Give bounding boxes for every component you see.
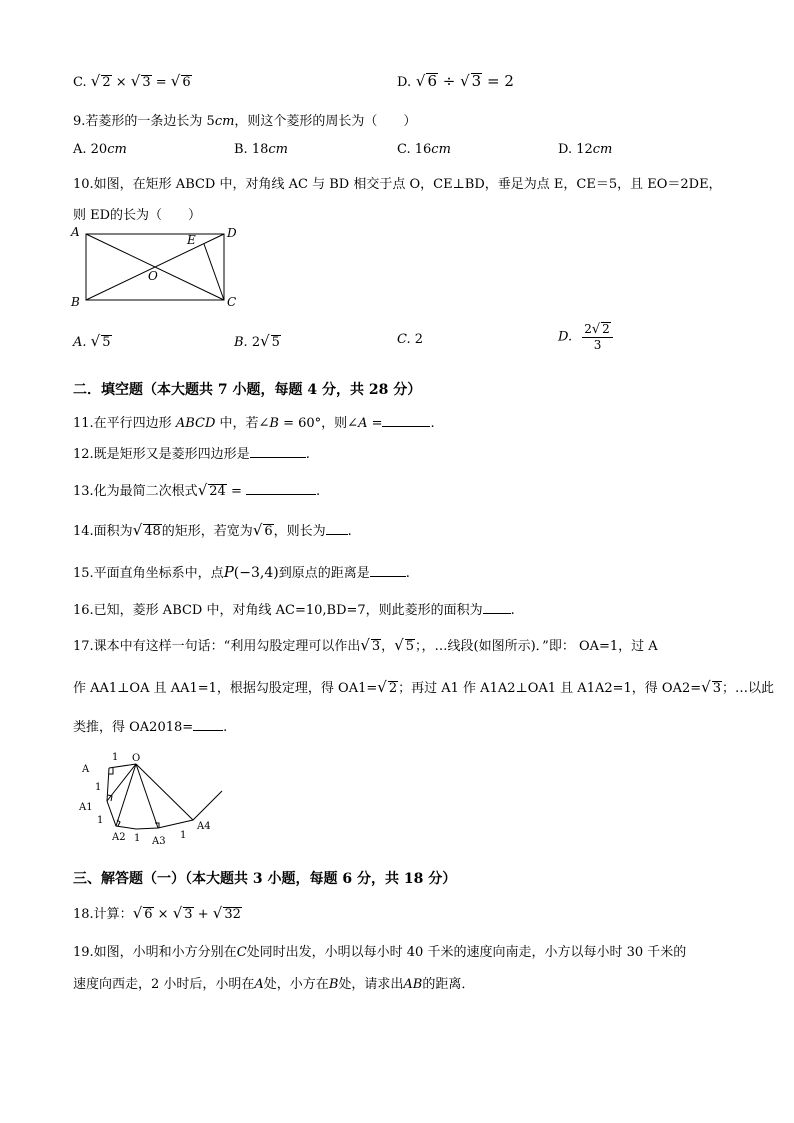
q8-option-d: D. √ 6 ÷ √ 3 = 2 — [397, 72, 514, 90]
q9-option-c: C. 16cm — [397, 142, 451, 157]
label-a: A — [82, 764, 90, 775]
rectangle-figure — [66, 224, 246, 310]
q9-option-d: D. 12cm — [558, 142, 613, 157]
q13: 13.化为最简二次根式√ 24 = . — [73, 481, 321, 499]
q10-option-a: A. √ 5 — [73, 332, 111, 350]
label-a4: A4 — [197, 821, 211, 832]
label-o: O — [148, 269, 158, 283]
label-d: D — [227, 226, 237, 240]
q9-option-b: B. 18cm — [234, 142, 288, 157]
label-one: 1 — [95, 782, 102, 793]
q16: 16.已知，菱形 ABCD 中，对角线 AC=10,BD=7，则此菱形的面积为 . — [73, 603, 515, 618]
answer-blank[interactable] — [246, 482, 316, 495]
q19-line1: 19.如图，小明和小方分别在C处同时出发，小明以每小时 40 千米的速度向南走，小方以每小时 30 千米的 — [73, 945, 687, 960]
q10-question-line2: 则 ED的长为（ ） — [73, 208, 202, 223]
q9-question: 9.若菱形的一条边长为 5cm，则这个菱形的周长为（ ） — [73, 114, 417, 129]
q10-question-line1: 10.如图，在矩形 ABCD 中，对角线 AC 与 BD 相交于点 O，CE⊥BD，垂足为点 E，CE＝5，且 EO＝2DE， — [73, 177, 722, 192]
label-b: B — [71, 295, 80, 309]
q11: 11.在平行四边形 ABCD 中，若∠B = 60°，则∠A = . — [73, 416, 435, 431]
label-a2: A2 — [112, 832, 126, 843]
q9-option-a: A. 20cm — [73, 142, 127, 157]
label-a1: A1 — [79, 802, 93, 813]
section3-heading: 三、解答题（一）（本大题共 3 小题，每题 6 分，共 18 分） — [73, 871, 457, 887]
answer-blank[interactable] — [382, 414, 430, 427]
answer-blank[interactable] — [326, 522, 348, 535]
label-one: 1 — [180, 830, 187, 841]
q15: 15.平面直角坐标系中，点P(−3,4)到原点的距离是 . — [73, 563, 410, 581]
label-c: C — [227, 295, 237, 309]
square-root-spiral-figure — [76, 748, 232, 854]
q14: 14.面积为√ 48的矩形，若宽为√ 6，则长为 . — [73, 521, 352, 539]
q17-line2: 作 AA1⊥OA 且 AA1=1，根据勾股定理，得 OA1=√ 2；再过 A1 作 A1A2⊥OA1 且 A1A2=1，得 OA2=√ 3；…以此 — [73, 678, 774, 696]
label-one: 1 — [134, 833, 141, 844]
label-e: E — [187, 233, 196, 247]
q10-option-b: B. 2√ 5 — [234, 332, 280, 350]
label-one: 1 — [112, 752, 119, 763]
q12: 12.既是矩形又是菱形四边形是 . — [73, 447, 310, 462]
section2-heading: 二．填空题（本大题共 7 小题，每题 4 分，共 28 分） — [73, 382, 422, 398]
q10-option-d: D. $\frac{2√ 2}{3}$ — [558, 322, 613, 352]
label-o: O — [132, 753, 141, 764]
label-a: A — [71, 225, 80, 239]
answer-blank[interactable] — [193, 718, 223, 731]
label-a3: A3 — [152, 836, 166, 847]
q18: 18.计算：√ 6 × √ 3 + √ 32 — [73, 904, 241, 922]
q8-option-c: C. √ 2 × √ 3 = √ 6 — [73, 72, 191, 90]
label-one: 1 — [97, 815, 104, 826]
q10-option-c: C. 2 — [397, 332, 424, 347]
answer-blank[interactable] — [483, 601, 511, 614]
q19-line2: 速度向西走，2 小时后，小明在A处，小方在B处，请求出AB的距离． — [73, 977, 475, 992]
answer-blank[interactable] — [250, 445, 306, 458]
q17-line3: 类推，得 OA2018= . — [73, 720, 228, 735]
q17-line1: 17.课本中有这样一句话：“利用勾股定理可以作出√ 3，√ 5；，…线段(如图所示)．”即： OA=1，过 A — [73, 636, 658, 654]
answer-blank[interactable] — [370, 564, 406, 577]
